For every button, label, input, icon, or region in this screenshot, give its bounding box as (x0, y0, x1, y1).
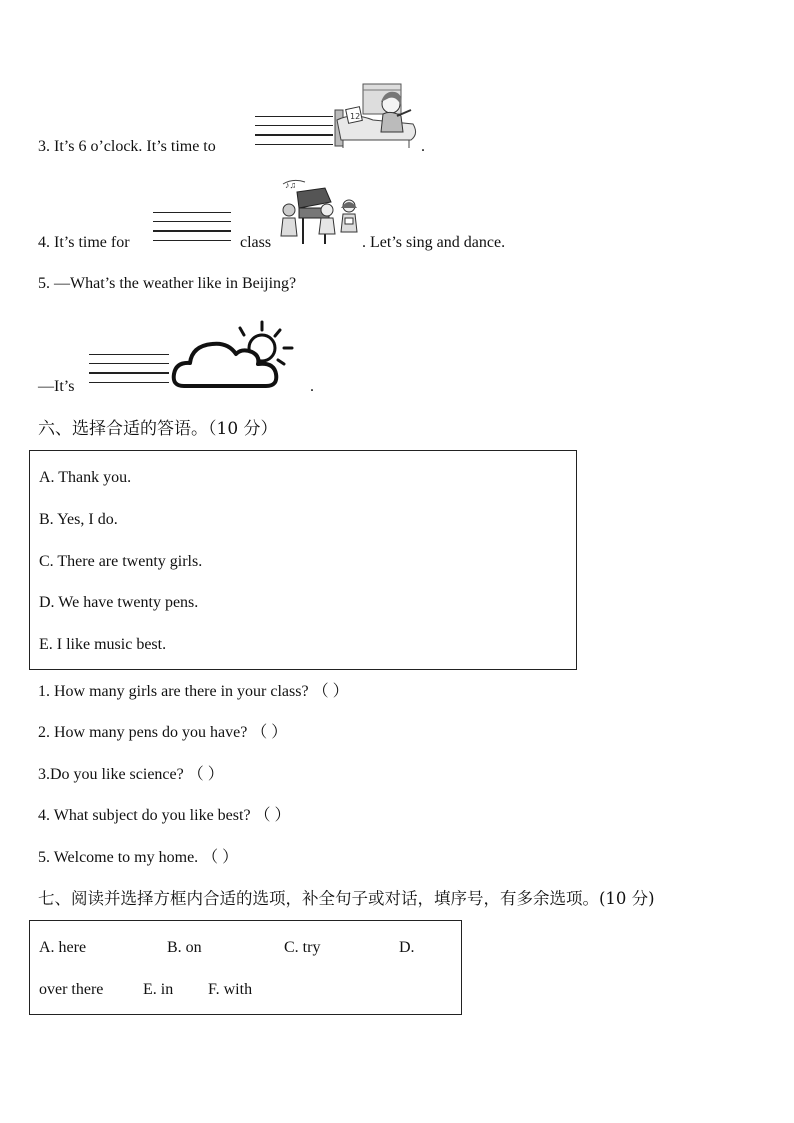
question-text: 4. What subject do you like best? (38, 807, 251, 824)
q4-text-after: . Let’s sing and dance. (362, 234, 506, 251)
answer-parentheses[interactable]: （ ） (254, 807, 291, 824)
cloud-and-sun-icon (170, 316, 298, 394)
q4-text-middle: class (240, 234, 272, 251)
option-d: D. We have twenty pens. (39, 594, 199, 611)
question-text: 3.Do you like science? (38, 766, 184, 783)
svg-text:♪♫: ♪♫ (285, 180, 297, 190)
q5-end: . (310, 378, 314, 395)
svg-text:12: 12 (350, 112, 361, 121)
q5-answer-start: —It’s (38, 378, 75, 395)
question-text: 1. How many girls are there in your class? (38, 683, 309, 700)
section6-heading: 六、选择合适的答语。（10 分） (38, 419, 278, 439)
q3-end: . (421, 138, 425, 155)
option-e: E. in (143, 981, 174, 998)
answer-parentheses[interactable]: （ ） (187, 766, 224, 783)
section6-question-3 (38, 765, 224, 785)
section6-question-2 (38, 723, 287, 743)
option-a: A. Thank you. (39, 469, 132, 486)
option-b: B. Yes, I do. (39, 511, 118, 528)
girl-waking-up-in-bed-icon (333, 80, 421, 150)
section7-options-box (29, 920, 462, 1015)
option-c: C. try (284, 939, 321, 956)
q3-text: 3. It’s 6 o’clock. It’s time to (38, 138, 216, 155)
children-singing-at-piano-icon (279, 174, 361, 248)
option-e: E. I like music best. (39, 636, 167, 653)
section6-question-5 (38, 848, 238, 868)
answer-parentheses[interactable]: （ ） (251, 724, 288, 741)
q3-answer-lines[interactable] (255, 116, 333, 153)
q4-text-before: 4. It’s time for (38, 234, 130, 251)
question-text: 2. How many pens do you have? (38, 724, 248, 741)
section6-options-box (29, 450, 577, 670)
option-d-continued: over there (39, 981, 104, 998)
section6-question-4 (38, 806, 291, 826)
option-f: F. with (208, 981, 253, 998)
question-text: 5. Welcome to my home. (38, 849, 199, 866)
answer-parentheses[interactable]: （ ） (312, 683, 349, 700)
option-d: D. (399, 939, 415, 956)
option-c: C. There are twenty girls. (39, 553, 203, 570)
option-a: A. here (39, 939, 87, 956)
q5-question: 5. —What’s the weather like in Beijing? (38, 275, 297, 292)
section6-question-1 (38, 682, 349, 702)
section7-heading: 七、阅读并选择方框内合适的选项，补全句子或对话，填序号，有多余选项。(10 分) (38, 889, 655, 908)
q4-answer-lines[interactable] (153, 212, 231, 249)
option-b: B. on (167, 939, 202, 956)
answer-parentheses[interactable]: （ ） (202, 849, 239, 866)
q5-answer-lines[interactable] (89, 354, 169, 391)
